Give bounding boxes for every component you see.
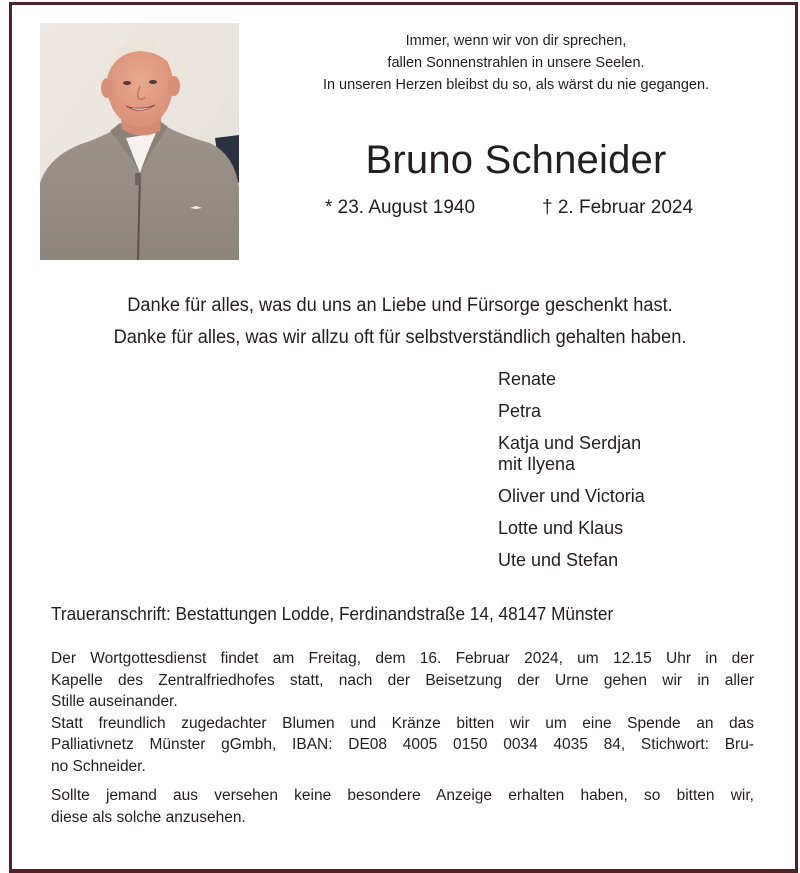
thanks-line: Danke für alles, was du uns an Liebe und Fürsorge geschenkt hast. [127,295,673,316]
birth-date: * 23. August 1940 [325,197,476,218]
thanks-line: Danke für alles, was wir allzu oft für selbstverständlich gehalten haben. [113,327,687,348]
mourning-address: Traueranschrift: Bestattungen Lodde, Ferdinandstraße 14, 48147 Münster [51,604,614,624]
poem-line: fallen Sonnenstrahlen in unsere Seelen. [387,55,645,71]
text-line: Stille auseinander. [51,693,178,710]
text-line: Kapelle des Zentralfriedhofes statt, nach der Beisetzung der Urne gehen wir in aller [51,671,754,689]
mourner-name: Ute und Stefan [498,550,619,570]
mourner-entry [498,401,645,422]
service-information [51,648,754,828]
service-paragraph [51,648,754,713]
portrait-photo [40,23,239,260]
poem-line: In unseren Herzen bleibst du so, als wärst du nie gegangen. [322,77,710,93]
text-line: Palliativnetz Münster gGmbh, IBAN: DE08 4005 0150 0034 4035 84, Stichwort: Bru- [51,736,754,753]
donation-paragraph [51,713,754,778]
text-line: Statt freundlich zugedachter Blumen und Kränze bitten wir um eine Spende an das [51,714,754,732]
poem [270,30,762,96]
mourners-list [498,369,645,582]
text-line: no Schneider. [51,757,146,775]
text-line: Sollte jemand aus versehen keine besondere Anzeige erhalten haben, so bitten wir, [51,787,754,804]
mourner-name: Renate [498,369,557,389]
mourner-name: Oliver und Victoria [498,486,645,506]
poem-line: Immer, wenn wir von dir sprechen, [405,33,627,49]
death-date: † 2. Februar 2024 [542,197,694,218]
mourner-name: Petra [498,401,542,421]
mourner-entry [498,486,645,507]
thanks-message [40,290,760,354]
mourner-entry [498,550,645,571]
text-line: diese als solche anzusehen. [51,808,246,826]
paragraph-gap [51,777,754,785]
portrait-image [40,23,239,260]
mourner-entry [498,433,645,475]
mourner-entry [498,518,645,539]
deceased-name: Bruno Schneider [365,138,667,182]
mourner-name: Lotte und Klaus [498,518,624,538]
mourner-entry [498,369,645,390]
notice-paragraph [51,785,754,828]
text-line: Der Wortgottesdienst findet am Freitag, dem 16. Februar 2024, um 12.15 Uhr in der [51,650,754,667]
mourner-name: Katja und Serdjan [498,433,642,453]
mourner-name-continued: mit Ilyena [498,454,576,474]
